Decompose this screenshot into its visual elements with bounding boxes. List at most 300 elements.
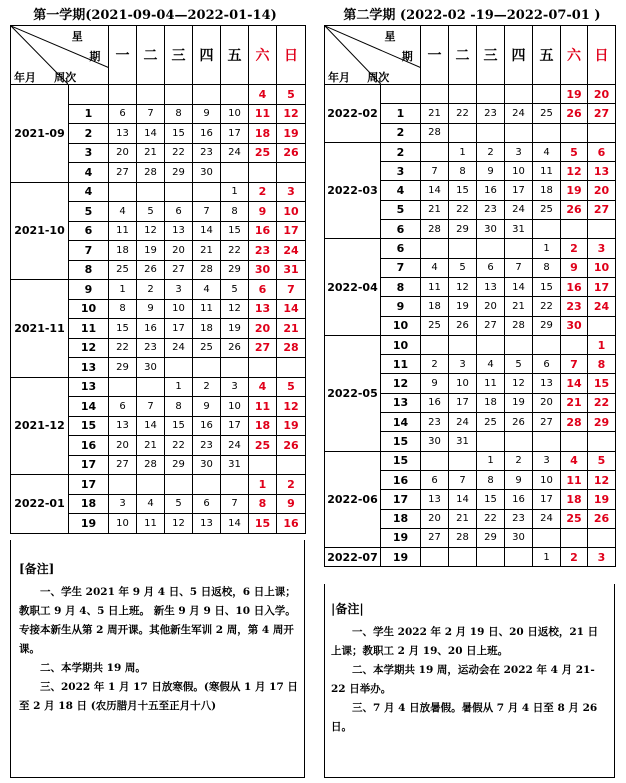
date-cell: 5 — [505, 355, 533, 374]
date-cell: 4 — [533, 142, 561, 161]
date-cell — [165, 85, 193, 105]
date-cell: 18 — [109, 241, 137, 261]
week-number: 7 — [381, 258, 421, 277]
date-cell: 1 — [477, 451, 505, 470]
week-number: 19 — [69, 514, 109, 534]
sem2-calendar-table — [324, 25, 616, 567]
date-cell — [449, 451, 477, 470]
weekend-date-cell: 18 — [249, 416, 277, 436]
date-cell: 23 — [137, 338, 165, 358]
month-label: 2021-12 — [11, 377, 69, 475]
date-cell: 24 — [221, 143, 249, 163]
date-cell: 20 — [109, 436, 137, 456]
date-cell: 14 — [421, 181, 449, 200]
date-cell: 12 — [221, 299, 249, 319]
weekend-date-cell — [561, 335, 588, 354]
weekend-date-cell: 4 — [249, 85, 277, 105]
sem1-header-nianyue: 年月 — [14, 71, 36, 84]
weekend-date-cell — [561, 220, 588, 239]
week-number: 5 — [381, 200, 421, 219]
date-cell — [477, 432, 505, 451]
week-number: 6 — [381, 220, 421, 239]
week-number: 3 — [69, 143, 109, 163]
date-cell: 21 — [505, 297, 533, 316]
date-cell: 7 — [421, 162, 449, 181]
month-label: 2022-01 — [11, 475, 69, 534]
date-cell: 11 — [477, 374, 505, 393]
week-number — [69, 85, 109, 105]
date-cell — [137, 475, 165, 495]
date-cell: 15 — [449, 181, 477, 200]
date-cell: 27 — [109, 455, 137, 475]
date-cell: 15 — [165, 124, 193, 144]
date-cell: 3 — [109, 494, 137, 514]
weekend-date-cell — [588, 432, 616, 451]
date-cell: 18 — [533, 181, 561, 200]
weekend-date-cell: 11 — [249, 397, 277, 417]
weekend-date-cell: 18 — [249, 124, 277, 144]
weekend-date-cell: 2 — [561, 239, 588, 258]
date-cell: 26 — [137, 260, 165, 280]
date-cell: 6 — [193, 494, 221, 514]
date-cell — [533, 528, 561, 547]
weekend-date-cell — [561, 432, 588, 451]
week-row — [11, 377, 306, 397]
weekend-date-cell: 12 — [277, 397, 306, 417]
date-cell: 11 — [421, 277, 449, 296]
date-cell: 31 — [221, 455, 249, 475]
date-cell: 18 — [421, 297, 449, 316]
date-cell: 1 — [533, 239, 561, 258]
weekend-date-cell — [249, 163, 277, 183]
date-cell: 30 — [193, 163, 221, 183]
date-cell: 17 — [221, 124, 249, 144]
date-cell: 6 — [165, 202, 193, 222]
date-cell: 25 — [421, 316, 449, 335]
date-cell: 3 — [449, 355, 477, 374]
weekend-date-cell — [588, 220, 616, 239]
date-cell: 8 — [165, 397, 193, 417]
weekend-date-cell: 27 — [249, 338, 277, 358]
week-number: 4 — [69, 182, 109, 202]
date-cell — [193, 85, 221, 105]
weekend-date-cell — [277, 455, 306, 475]
date-cell: 2 — [137, 280, 165, 300]
date-cell — [421, 548, 449, 567]
week-number: 15 — [381, 432, 421, 451]
weekend-date-cell: 12 — [277, 104, 306, 124]
sem1-weekday-header: 一 — [109, 26, 137, 85]
date-cell — [421, 335, 449, 354]
date-cell — [421, 451, 449, 470]
date-cell: 11 — [533, 162, 561, 181]
date-cell: 6 — [109, 397, 137, 417]
weekend-date-cell — [277, 358, 306, 378]
sem2-weekday-header: 六 — [561, 26, 588, 85]
date-cell: 31 — [449, 432, 477, 451]
date-cell: 7 — [449, 470, 477, 489]
date-cell: 16 — [137, 319, 165, 339]
date-cell: 10 — [221, 104, 249, 124]
week-row — [11, 182, 306, 202]
weekend-date-cell: 19 — [277, 124, 306, 144]
weekend-date-cell: 26 — [588, 509, 616, 528]
date-cell: 22 — [449, 104, 477, 123]
date-cell: 26 — [221, 338, 249, 358]
weekend-date-cell: 7 — [561, 355, 588, 374]
week-row — [11, 85, 306, 105]
month-label: 2022-05 — [325, 335, 381, 451]
sem2-note-1: 一、学生 2022 年 2 月 19 日、20 日返校，21 日上课；教职工 2 月 19、20 日上班。 — [331, 626, 599, 657]
weekend-date-cell: 2 — [561, 548, 588, 567]
week-number: 17 — [69, 455, 109, 475]
sem2-weekday-header: 五 — [533, 26, 561, 85]
sem1-weekday-header: 日 — [277, 26, 306, 85]
date-cell: 1 — [221, 182, 249, 202]
month-label: 2021-09 — [11, 85, 69, 183]
sem2-header-nianyue: 年月 — [328, 71, 350, 84]
weekend-date-cell: 29 — [588, 413, 616, 432]
weekend-date-cell: 19 — [277, 416, 306, 436]
date-cell: 30 — [137, 358, 165, 378]
sem1-weekday-header: 六 — [249, 26, 277, 85]
weekend-date-cell: 23 — [249, 241, 277, 261]
weekend-date-cell: 12 — [588, 470, 616, 489]
week-number: 11 — [381, 355, 421, 374]
week-number: 3 — [381, 162, 421, 181]
sem1-notes — [10, 540, 305, 778]
weekend-date-cell: 27 — [588, 200, 616, 219]
date-cell: 23 — [193, 436, 221, 456]
date-cell: 14 — [193, 221, 221, 241]
weekend-date-cell: 19 — [588, 490, 616, 509]
date-cell — [193, 358, 221, 378]
date-cell: 16 — [505, 490, 533, 509]
date-cell: 27 — [165, 260, 193, 280]
weekend-date-cell: 11 — [561, 470, 588, 489]
date-cell: 8 — [165, 104, 193, 124]
date-cell: 25 — [533, 200, 561, 219]
week-number: 18 — [381, 509, 421, 528]
week-row — [325, 142, 616, 161]
week-row — [11, 280, 306, 300]
date-cell: 5 — [137, 202, 165, 222]
date-cell: 17 — [505, 181, 533, 200]
weekend-date-cell — [588, 528, 616, 547]
weekend-date-cell: 21 — [277, 319, 306, 339]
date-cell — [421, 142, 449, 161]
sem2-notes-title: |备注| — [331, 602, 364, 616]
date-cell: 14 — [449, 490, 477, 509]
date-cell: 22 — [477, 509, 505, 528]
weekend-date-cell: 3 — [588, 239, 616, 258]
date-cell: 10 — [449, 374, 477, 393]
week-number: 5 — [69, 202, 109, 222]
date-cell: 8 — [221, 202, 249, 222]
date-cell — [221, 85, 249, 105]
weekend-date-cell: 2 — [249, 182, 277, 202]
date-cell — [449, 123, 477, 142]
date-cell: 26 — [505, 413, 533, 432]
weekend-date-cell: 28 — [561, 413, 588, 432]
date-cell: 10 — [505, 162, 533, 181]
date-cell — [165, 358, 193, 378]
week-number: 16 — [69, 436, 109, 456]
date-cell — [533, 220, 561, 239]
weekend-date-cell: 5 — [277, 85, 306, 105]
week-row — [325, 85, 616, 104]
date-cell: 15 — [477, 490, 505, 509]
date-cell: 30 — [477, 220, 505, 239]
date-cell: 10 — [533, 470, 561, 489]
week-number: 1 — [381, 104, 421, 123]
date-cell: 27 — [477, 316, 505, 335]
date-cell: 14 — [137, 416, 165, 436]
week-number: 4 — [69, 163, 109, 183]
week-number: 6 — [381, 239, 421, 258]
date-cell: 14 — [137, 124, 165, 144]
month-label: 2022-03 — [325, 142, 381, 238]
date-cell: 19 — [137, 241, 165, 261]
date-cell: 23 — [505, 509, 533, 528]
sem2-weekday-header: 四 — [505, 26, 533, 85]
sem1-note-1: 一、学生 2021 年 9 月 4 日、5 日返校，6 日上课；教职工 9 月 4、5 日上班。 新生 9 月 9 日、10 日入学。专接本新生从第 2 周开课。其他新生军训 2 周，第 4 周开课。 — [19, 586, 296, 655]
week-number: 6 — [69, 221, 109, 241]
sem1-header-qi: 期 — [89, 50, 101, 64]
sem1-title: 第一学期(2021-09-04—2022-01-14) — [33, 8, 277, 23]
weekend-date-cell: 9 — [249, 202, 277, 222]
sem2-header-corner — [325, 26, 421, 85]
weekend-date-cell: 14 — [561, 374, 588, 393]
week-number: 16 — [381, 470, 421, 489]
date-cell: 4 — [109, 202, 137, 222]
date-cell: 20 — [477, 297, 505, 316]
week-number: 2 — [69, 124, 109, 144]
month-label: 2022-04 — [325, 239, 381, 335]
date-cell: 29 — [165, 455, 193, 475]
weekend-date-cell: 10 — [588, 258, 616, 277]
date-cell: 6 — [109, 104, 137, 124]
date-cell: 13 — [109, 416, 137, 436]
date-cell: 30 — [421, 432, 449, 451]
date-cell: 28 — [137, 455, 165, 475]
weekend-date-cell — [249, 358, 277, 378]
weekend-date-cell: 16 — [561, 277, 588, 296]
weekend-date-cell: 12 — [561, 162, 588, 181]
date-cell: 17 — [221, 416, 249, 436]
week-number: 8 — [69, 260, 109, 280]
week-number: 13 — [381, 393, 421, 412]
date-cell: 17 — [533, 490, 561, 509]
date-cell: 2 — [193, 377, 221, 397]
date-cell: 5 — [449, 258, 477, 277]
date-cell: 22 — [109, 338, 137, 358]
date-cell: 21 — [137, 436, 165, 456]
sem2-weekday-header: 三 — [477, 26, 505, 85]
weekend-date-cell: 6 — [249, 280, 277, 300]
date-cell — [193, 475, 221, 495]
sem1-header-corner — [11, 26, 109, 85]
week-number: 10 — [381, 335, 421, 354]
date-cell: 6 — [533, 355, 561, 374]
weekend-date-cell: 17 — [277, 221, 306, 241]
date-cell: 19 — [505, 393, 533, 412]
date-cell: 15 — [165, 416, 193, 436]
date-cell: 12 — [505, 374, 533, 393]
week-number: 1 — [69, 104, 109, 124]
date-cell: 23 — [477, 200, 505, 219]
date-cell: 7 — [505, 258, 533, 277]
date-cell — [165, 182, 193, 202]
date-cell: 12 — [449, 277, 477, 296]
weekend-date-cell — [277, 163, 306, 183]
week-row — [325, 239, 616, 258]
date-cell — [505, 548, 533, 567]
date-cell: 22 — [533, 297, 561, 316]
date-cell: 11 — [109, 221, 137, 241]
date-cell: 25 — [477, 413, 505, 432]
date-cell: 20 — [533, 393, 561, 412]
date-cell: 28 — [421, 123, 449, 142]
date-cell — [477, 548, 505, 567]
date-cell: 23 — [193, 143, 221, 163]
date-cell — [533, 85, 561, 104]
week-number: 14 — [69, 397, 109, 417]
week-number: 12 — [381, 374, 421, 393]
weekend-date-cell: 13 — [588, 162, 616, 181]
date-cell: 4 — [137, 494, 165, 514]
date-cell: 2 — [505, 451, 533, 470]
week-row — [11, 475, 306, 495]
date-cell: 30 — [193, 455, 221, 475]
sem1-header-xing: 星 — [71, 30, 83, 43]
date-cell — [505, 123, 533, 142]
weekend-date-cell: 6 — [588, 142, 616, 161]
sem2-weekday-header: 日 — [588, 26, 616, 85]
date-cell: 28 — [421, 220, 449, 239]
date-cell: 22 — [449, 200, 477, 219]
date-cell: 13 — [421, 490, 449, 509]
month-label: 2021-11 — [11, 280, 69, 378]
weekend-date-cell: 3 — [277, 182, 306, 202]
date-cell: 24 — [165, 338, 193, 358]
sem1-calendar-table — [10, 25, 306, 534]
sem2-header-zhouci: 周次 — [367, 71, 390, 84]
date-cell — [505, 432, 533, 451]
weekend-date-cell: 5 — [561, 142, 588, 161]
date-cell: 13 — [109, 124, 137, 144]
weekend-date-cell: 8 — [588, 355, 616, 374]
week-number: 7 — [69, 241, 109, 261]
date-cell: 13 — [165, 221, 193, 241]
week-number: 10 — [69, 299, 109, 319]
weekend-date-cell: 28 — [277, 338, 306, 358]
date-cell: 24 — [533, 509, 561, 528]
date-cell: 16 — [193, 416, 221, 436]
weekend-date-cell: 14 — [277, 299, 306, 319]
date-cell: 23 — [421, 413, 449, 432]
weekend-date-cell: 22 — [588, 393, 616, 412]
date-cell: 10 — [221, 397, 249, 417]
date-cell: 9 — [137, 299, 165, 319]
date-cell: 21 — [137, 143, 165, 163]
date-cell: 13 — [533, 374, 561, 393]
date-cell: 11 — [137, 514, 165, 534]
date-cell: 16 — [421, 393, 449, 412]
date-cell — [477, 123, 505, 142]
date-cell: 9 — [505, 470, 533, 489]
date-cell: 13 — [477, 277, 505, 296]
date-cell — [137, 182, 165, 202]
date-cell: 8 — [533, 258, 561, 277]
weekend-date-cell — [249, 455, 277, 475]
date-cell: 3 — [533, 451, 561, 470]
sem2-header-xing: 星 — [384, 30, 396, 43]
date-cell — [477, 239, 505, 258]
sem2-notes — [324, 584, 615, 778]
weekend-date-cell: 20 — [249, 319, 277, 339]
date-cell: 12 — [137, 221, 165, 241]
date-cell: 11 — [193, 299, 221, 319]
date-cell: 17 — [449, 393, 477, 412]
date-cell: 7 — [221, 494, 249, 514]
sem1-weekday-header: 四 — [193, 26, 221, 85]
weekend-date-cell: 9 — [561, 258, 588, 277]
sem1-header-zhouci: 周次 — [54, 71, 77, 84]
date-cell: 20 — [109, 143, 137, 163]
sem1-note-2: 二、本学期共 19 周。 — [40, 662, 146, 674]
week-number: 12 — [69, 338, 109, 358]
weekend-date-cell: 24 — [277, 241, 306, 261]
date-cell: 9 — [193, 397, 221, 417]
weekend-date-cell — [561, 123, 588, 142]
date-cell: 22 — [165, 436, 193, 456]
week-number: 10 — [381, 316, 421, 335]
date-cell — [165, 475, 193, 495]
week-number: 9 — [69, 280, 109, 300]
date-cell: 9 — [477, 162, 505, 181]
sem1-note-3: 三、2022 年 1 月 17 日放寒假。(寒假从 1 月 17 日至 2 月 18 日 (农历腊月十五至正月十八) — [19, 681, 298, 712]
weekend-date-cell: 23 — [561, 297, 588, 316]
date-cell: 14 — [221, 514, 249, 534]
date-cell: 28 — [137, 163, 165, 183]
date-cell: 17 — [165, 319, 193, 339]
date-cell — [505, 239, 533, 258]
date-cell: 15 — [221, 221, 249, 241]
week-row — [325, 548, 616, 567]
weekend-date-cell: 3 — [588, 548, 616, 567]
date-cell: 4 — [477, 355, 505, 374]
date-cell — [221, 475, 249, 495]
weekend-date-cell: 7 — [277, 280, 306, 300]
weekend-date-cell — [561, 528, 588, 547]
week-row — [325, 335, 616, 354]
date-cell: 9 — [421, 374, 449, 393]
week-number: 9 — [381, 297, 421, 316]
weekend-date-cell: 9 — [277, 494, 306, 514]
month-label: 2022-06 — [325, 451, 381, 547]
weekend-date-cell: 26 — [561, 104, 588, 123]
week-number: 2 — [381, 123, 421, 142]
weekend-date-cell: 16 — [249, 221, 277, 241]
weekend-date-cell: 2 — [277, 475, 306, 495]
week-number: 13 — [69, 358, 109, 378]
week-number: 19 — [381, 548, 421, 567]
date-cell: 24 — [221, 436, 249, 456]
date-cell — [137, 377, 165, 397]
date-cell — [109, 85, 137, 105]
weekend-date-cell: 5 — [277, 377, 306, 397]
